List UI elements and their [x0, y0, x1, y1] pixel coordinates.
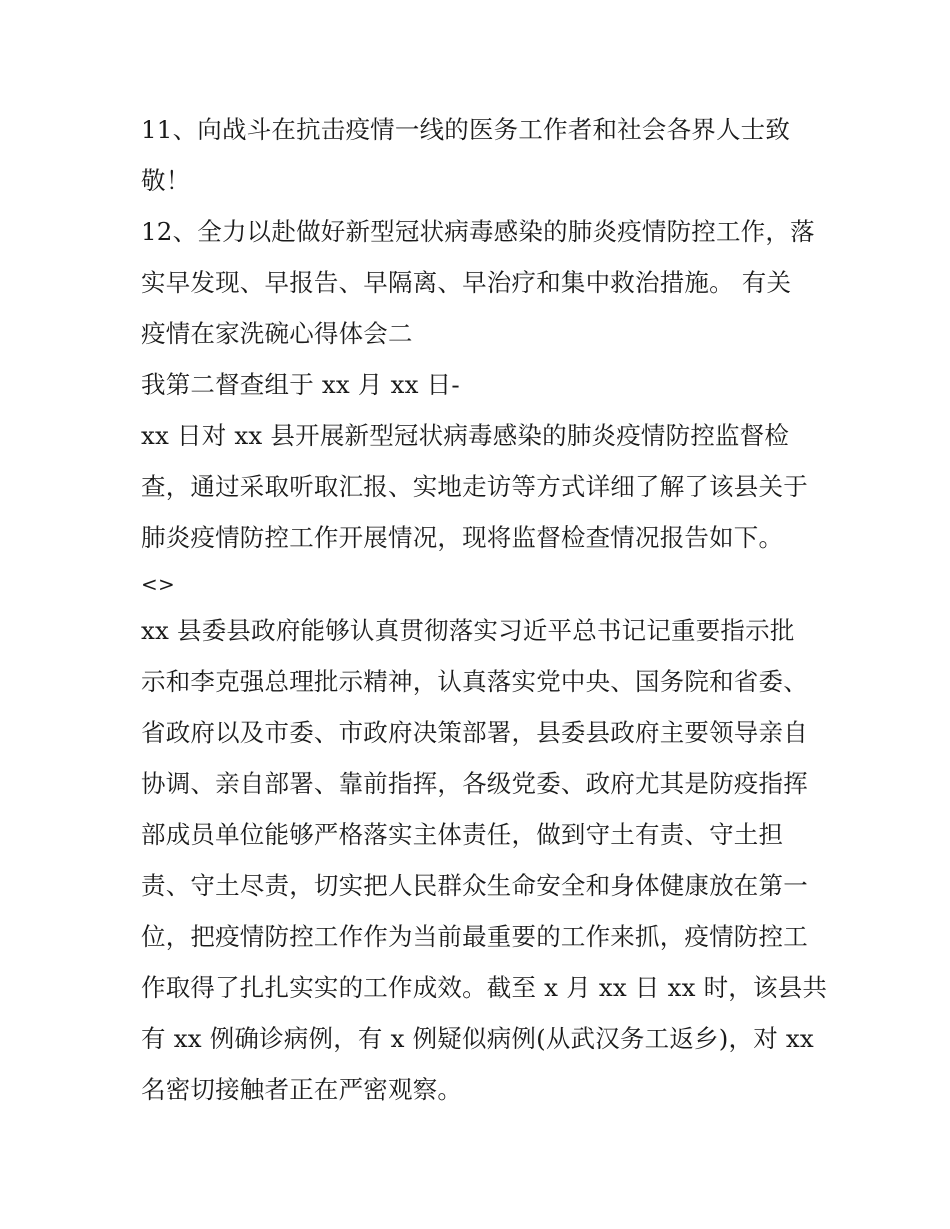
- text-line: 敬！: [141, 166, 191, 195]
- text-line: 12、全力以赴做好新型冠状病毒感染的肺炎疫情防控工作，落: [141, 217, 815, 246]
- text-line: 查，通过采取听取汇报、实地走访等方式详细了解了该县关于: [141, 472, 808, 501]
- text-line: 作取得了扎扎实实的工作成效。截至 x 月 xx 日 xx 时，该县共: [141, 973, 828, 1002]
- text-line: 有 xx 例确诊病例，有 x 例疑似病例(从武汉务工返乡)，对 xx: [141, 1024, 814, 1053]
- text-line: 示和李克强总理批示精神，认真落实党中央、国务院和省委、: [141, 667, 808, 696]
- text-line: 疫情在家洗碗心得体会二: [141, 319, 413, 348]
- text-line: 部成员单位能够严格落实主体责任，做到守土有责、守土担: [141, 820, 784, 849]
- text-line: 协调、亲自部署、靠前指挥，各级党委、政府尤其是防疫指挥: [141, 769, 808, 798]
- text-line: 实早发现、早报告、早隔离、早治疗和集中救治措施。 有关: [141, 268, 792, 297]
- text-line: xx 日对 xx 县开展新型冠状病毒感染的肺炎疫情防控监督检: [141, 421, 790, 450]
- text-line: <>: [141, 572, 175, 596]
- text-line: 名密切接触者正在严密观察。: [141, 1075, 463, 1104]
- text-line: 我第二督查组于 xx 月 xx 日-: [141, 370, 460, 399]
- text-line: 位，把疫情防控工作作为当前最重要的工作来抓，疫情防控工: [141, 922, 808, 951]
- text-line: 11、向战斗在抗击疫情一线的医务工作者和社会各界人士致: [141, 115, 791, 144]
- text-line: 肺炎疫情防控工作开展情况，现将监督检查情况报告如下。: [141, 523, 784, 552]
- text-line: xx 县委县政府能够认真贯彻落实习近平总书记记重要指示批: [141, 616, 795, 645]
- text-line: 省政府以及市委、市政府决策部署，县委县政府主要领导亲自: [141, 718, 808, 747]
- text-line: 责、守土尽责，切实把人民群众生命安全和身体健康放在第一: [141, 871, 808, 900]
